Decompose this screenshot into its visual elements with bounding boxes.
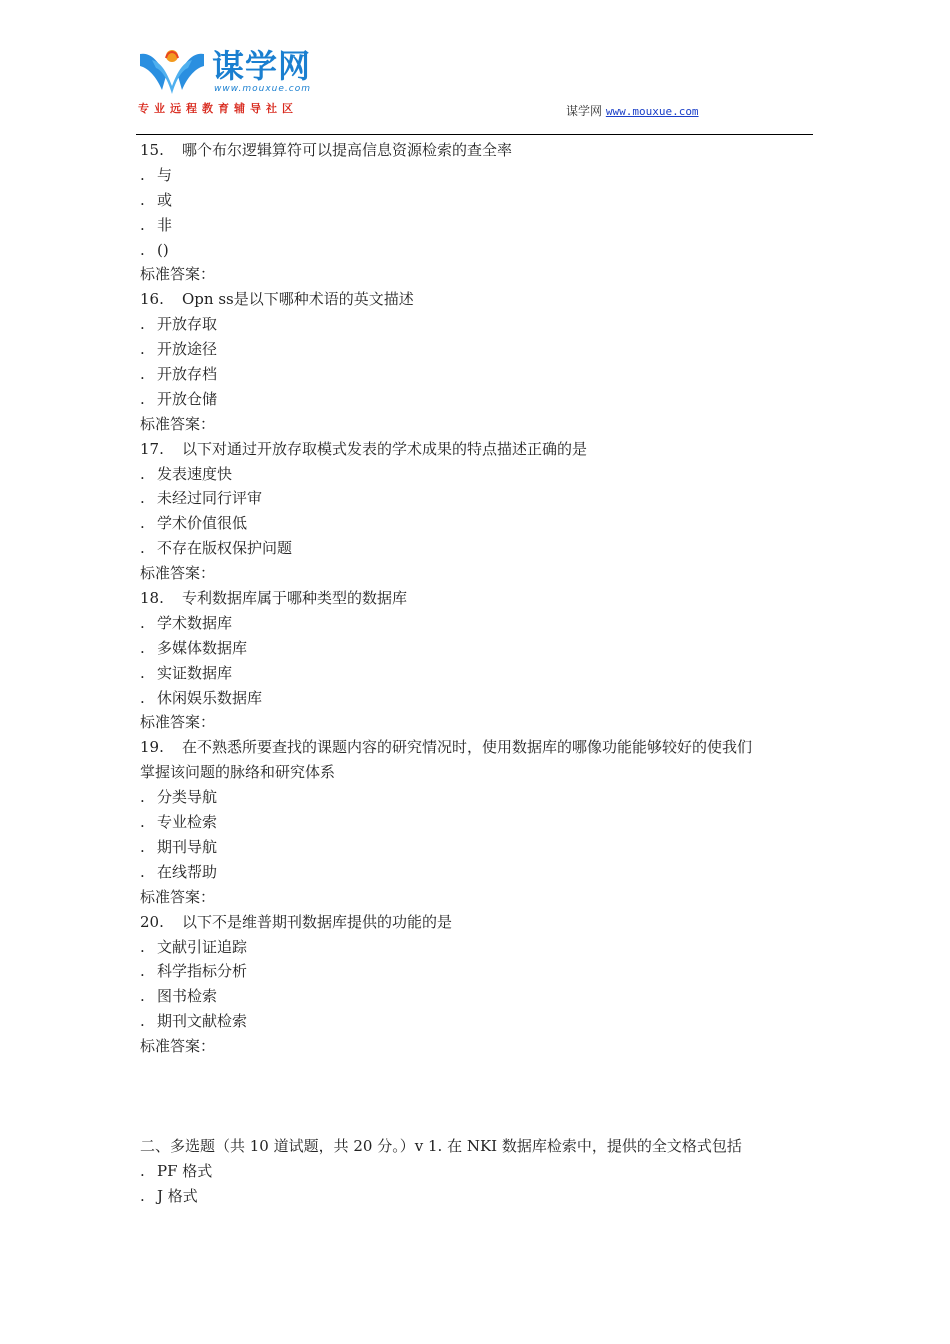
- option-marker: .: [140, 663, 145, 682]
- option-marker: .: [140, 215, 145, 234]
- question-stem: [140, 586, 816, 611]
- question-stem: [140, 437, 816, 462]
- question-number: 17.: [140, 439, 164, 458]
- option-marker: .: [140, 365, 145, 384]
- answer-label: 标准答案：: [140, 887, 216, 906]
- question-text: 在不熟悉所要查找的课题内容的研究情况时，使用数据库的哪像功能能够较好的使我们: [182, 738, 753, 757]
- logo-name: 谋学网: [212, 47, 312, 85]
- option-text: 分类导航: [157, 788, 218, 807]
- option-text: 学术价值很低: [157, 514, 248, 533]
- option-text: 学术数据库: [157, 613, 233, 632]
- option-line[interactable]: [140, 835, 816, 860]
- site-label: 谋学网: [566, 104, 603, 118]
- question-text-continued: 掌握该问题的脉络和研究体系: [140, 763, 336, 782]
- question-stem: [140, 910, 816, 935]
- site-link[interactable]: www.mouxue.com: [605, 105, 699, 118]
- header-divider: [136, 134, 813, 135]
- section-multiple-choice: [140, 1134, 816, 1209]
- header-site-info: [566, 102, 699, 119]
- option-line[interactable]: [140, 1159, 816, 1184]
- option-marker: .: [140, 613, 145, 632]
- option-marker: .: [140, 464, 145, 483]
- option-text: 图书检索: [157, 987, 218, 1006]
- section-gap: [140, 1059, 816, 1134]
- option-text: 科学指标分析: [157, 962, 248, 981]
- logo-url: www.mouxue.com: [214, 84, 311, 94]
- question-20: [140, 910, 816, 1059]
- option-line[interactable]: [140, 935, 816, 960]
- option-text: 未经过同行评审: [157, 489, 263, 508]
- question-number: 18.: [140, 589, 164, 608]
- option-marker: .: [140, 165, 145, 184]
- question-number: 15.: [140, 141, 164, 159]
- question-15: [140, 138, 816, 287]
- option-marker: .: [140, 788, 145, 807]
- option-marker: .: [140, 862, 145, 881]
- option-line[interactable]: [140, 686, 816, 711]
- option-text: 实证数据库: [157, 663, 233, 682]
- option-line[interactable]: [140, 462, 816, 487]
- option-text: 多媒体数据库: [157, 638, 248, 657]
- option-marker: .: [140, 539, 145, 558]
- option-text: 期刊导航: [157, 837, 218, 856]
- option-line[interactable]: [140, 486, 816, 511]
- option-marker: .: [140, 1186, 145, 1205]
- option-text: 文献引证追踪: [157, 937, 248, 956]
- answer-label: 标准答案：: [140, 713, 216, 732]
- question-stem: [140, 138, 816, 163]
- option-text: 发表速度快: [157, 464, 233, 483]
- option-text: PF 格式: [157, 1161, 213, 1180]
- option-marker: .: [140, 962, 145, 981]
- option-line[interactable]: [140, 362, 816, 387]
- option-line[interactable]: [140, 536, 816, 561]
- option-text: 开放存取: [157, 315, 218, 334]
- option-line[interactable]: [140, 611, 816, 636]
- option-marker: .: [140, 190, 145, 209]
- question-number: 16.: [140, 290, 164, 309]
- question-text: 以下对通过开放存取模式发表的学术成果的特点描述正确的是: [182, 439, 588, 458]
- page-header: [0, 0, 950, 136]
- option-marker: .: [140, 389, 145, 408]
- answer-label: 标准答案：: [140, 414, 216, 433]
- question-text: 以下不是维普期刊数据库提供的功能的是: [182, 912, 453, 931]
- option-line[interactable]: [140, 860, 816, 885]
- logo-book-icon: [136, 46, 208, 98]
- option-line[interactable]: [140, 312, 816, 337]
- question-text: 哪个布尔逻辑算符可以提高信息资源检索的查全率: [182, 141, 513, 159]
- option-line[interactable]: [140, 337, 816, 362]
- option-line[interactable]: [140, 984, 816, 1009]
- option-marker: .: [140, 937, 145, 956]
- answer-label: 标准答案：: [140, 265, 216, 284]
- option-text: 非: [157, 215, 173, 234]
- option-text: 专业检索: [157, 813, 218, 832]
- section-heading: 二、多选题（共 10 道试题，共 20 分。）v 1. 在 NKI 数据库检索中，提供的全文格式包括: [140, 1136, 742, 1155]
- question-text: Opn ss是以下哪种术语的英文描述: [182, 290, 414, 309]
- option-text: 或: [157, 190, 173, 209]
- question-number: 20.: [140, 912, 164, 931]
- question-19: [140, 735, 816, 909]
- question-stem: [140, 287, 816, 312]
- option-text: 休闲娱乐数据库: [157, 688, 263, 707]
- logo-slogan: 专业远程教育辅导社区: [138, 102, 298, 115]
- option-text: 期刊文献检索: [157, 1012, 248, 1031]
- option-line[interactable]: [140, 213, 816, 238]
- option-line[interactable]: [140, 810, 816, 835]
- question-16: [140, 287, 816, 436]
- option-line[interactable]: [140, 387, 816, 412]
- question-17: [140, 437, 816, 586]
- option-text: 在线帮助: [157, 862, 218, 881]
- option-line[interactable]: [140, 636, 816, 661]
- option-line[interactable]: [140, 1009, 816, 1034]
- option-text: 开放存档: [157, 365, 218, 384]
- option-marker: .: [140, 489, 145, 508]
- option-line[interactable]: [140, 188, 816, 213]
- option-line[interactable]: [140, 661, 816, 686]
- option-text: J 格式: [157, 1186, 198, 1205]
- answer-label: 标准答案：: [140, 564, 216, 583]
- option-text: 开放途径: [157, 340, 218, 359]
- option-marker: .: [140, 340, 145, 359]
- option-text: 开放仓储: [157, 389, 218, 408]
- option-marker: .: [140, 1161, 145, 1180]
- option-marker: .: [140, 837, 145, 856]
- option-marker: .: [140, 315, 145, 334]
- question-text: 专利数据库属于哪种类型的数据库: [182, 589, 408, 608]
- option-marker: .: [140, 638, 145, 657]
- option-line[interactable]: [140, 785, 816, 810]
- answer-label: 标准答案：: [140, 1037, 216, 1056]
- option-marker: .: [140, 240, 145, 259]
- option-line[interactable]: [140, 238, 816, 263]
- option-marker: .: [140, 514, 145, 533]
- option-line[interactable]: [140, 959, 816, 984]
- question-18: [140, 586, 816, 735]
- option-line[interactable]: [140, 1184, 816, 1209]
- question-number: 19.: [140, 738, 164, 757]
- site-logo[interactable]: [136, 46, 336, 116]
- option-line[interactable]: [140, 511, 816, 536]
- option-line[interactable]: [140, 163, 816, 188]
- document-body: [140, 138, 816, 1209]
- option-text: 与: [157, 165, 173, 184]
- option-marker: .: [140, 987, 145, 1006]
- option-marker: .: [140, 1012, 145, 1031]
- option-text: 不存在版权保护问题: [157, 539, 293, 558]
- option-text: (): [157, 240, 169, 259]
- option-marker: .: [140, 688, 145, 707]
- option-marker: .: [140, 813, 145, 832]
- question-stem: [140, 735, 816, 760]
